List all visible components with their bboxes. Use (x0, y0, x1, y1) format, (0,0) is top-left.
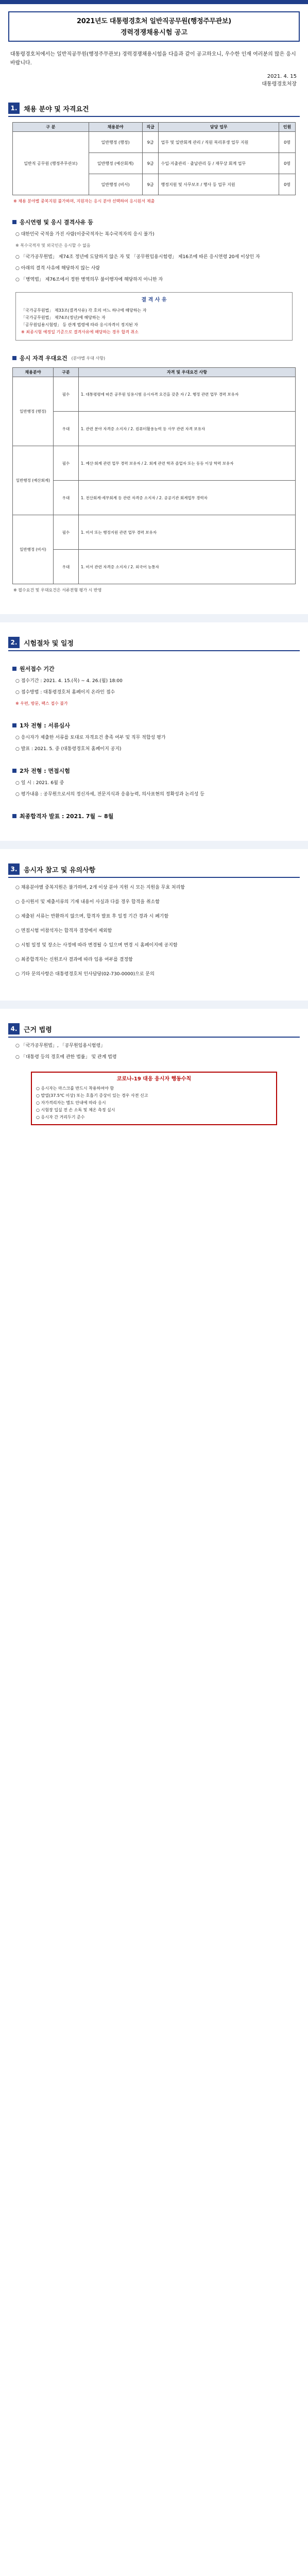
qualifications-table: 채용분야 구분 자격 및 우대요건 사항 일반행정 (행정) 필수 1. 대통령령에 따른 공무원 임용시험 응시자격 요건을 갖춘 자 / 2. 행정 관련 업무 경력 보유자 우대 1. 관련 분야 자격증 소지자 / 2. 컴퓨터활용능력 등 사무 관련 자격 보유자 일반행정 (예산회계) 필수 1. 예산·회계 관련 업무 경력 보유자 / 2. 회계 관련 학과 졸업자 또는 동등 이상 학력 보유자 우대 1. 전산회계·세무회계 등 관련 자격증 소지자 / 2. 공공기관 회계업무 경력자 일반행정 (비서) 필수 1. 비서 또는 행정지원 관련 업무 경력 보유자 우대 1. 비서 관련 자격증 소지자 / 2. 외국어 능통자 (12, 367, 296, 584)
list-item: ○ 응시원서 및 제출서류의 기재 내용이 사실과 다를 경우 합격을 취소함 (15, 900, 160, 905)
table-row: 우대 1. 전산회계·세무회계 등 관련 자격증 소지자 / 2. 공공기관 회계업무 경력자 (13, 481, 296, 515)
list-item: ○ 최종합격자는 신원조사 결과에 따라 임용 여부를 결정함 (15, 957, 133, 962)
table-header: 구 분 (13, 123, 89, 132)
section-2-heading (8, 637, 300, 651)
table-row: 우대 1. 관련 분야 자격증 소지자 / 2. 컴퓨터활용능력 등 사무 관련 자격 보유자 (13, 412, 296, 446)
section-number: 4. (8, 1023, 20, 1035)
section-3-heading (8, 863, 300, 878)
list-item: ○ 제출된 서류는 반환하지 않으며, 합격자 발표 후 일정 기간 경과 시 폐기함 (15, 914, 169, 919)
section-title: 시험절차 및 일정 (24, 639, 74, 648)
table-row: 일반직 공무원 (행정주무관보) 일반행정 (행정) 9급 업무 및 일반회계 관리 / 직원 복리후생 업무 지원 0명 (13, 132, 296, 153)
bullet-square-icon (12, 220, 16, 224)
section-divider (0, 614, 308, 622)
list-item: ○ 채용분야별 중복지원은 불가하며, 2개 이상 분야 지원 시 모든 지원을 무효 처리함 (15, 885, 185, 890)
step1-text: ○ 응시자가 제출한 서류를 토대로 자격요건 충족 여부 및 직무 적합성 평가 ○ 발표 : 2021. 5. 중 (대통령경호처 홈페이지 공지) (15, 735, 166, 752)
section-number: 1. (8, 103, 20, 114)
section-divider (0, 841, 308, 849)
section-number: 3. (8, 863, 20, 875)
subsection-qualifications: 응시 자격 우대요건 (분야별 우대 사항) (12, 354, 296, 362)
section-1-heading (8, 103, 300, 117)
title-line2: 경력경쟁채용시험 공고 (120, 29, 188, 37)
subsection-step1: 1차 전형 : 서류심사 (12, 721, 296, 730)
covid-guidelines-box: 코로나-19 대응 응시자 행동수칙 ○ 응시자는 마스크를 반드시 착용하여야 함 ○ 발열(37.5℃ 이상) 또는 호흡기 증상이 있는 경우 사전 신고 ○ 자가격리자는 별도 안내에 따라 응시 ○ 시험장 입실 전 손 소독 및 체온 측정 실시 ○ 응시자 간 거리두기 준수 (31, 1072, 277, 1125)
table-row: 우대 1. 비서 관련 자격증 소지자 / 2. 외국어 능통자 (13, 550, 296, 584)
table-row: 일반행정 (비서) 9급 행정지원 및 사무보조 / 행사 등 업무 지원 0명 (13, 174, 296, 195)
section-divider (0, 1001, 308, 1009)
section-number: 2. (8, 637, 20, 648)
table-row: 일반행정 (행정) 필수 1. 대통령령에 따른 공무원 임용시험 응시자격 요건을 갖춘 자 / 2. 행정 관련 업무 경력 보유자 (13, 377, 296, 412)
table-note: ※ 채용 분야별 중복지원 불가하며, 지원자는 응시 분야 선택하여 응시원서 제출 (13, 199, 155, 204)
eligibility-text: ○ 대한민국 국적을 가진 사람(이중국적자는 복수국적자의 응시 불가) ※ 복수국적자 및 외국인은 응시할 수 없음 ○ 「국가공무원법」 제74조 정년에 도달하지 않은 자 및 「공무원임용시험령」 제16조에 따른 응시연령 20세 이상인 자 ○ 아래의 결격 사유에 해당하지 않는 사람 ○ 「병역법」 제76조에서 정한 병역의무 불이행자에 해당하지 아니한 자 (15, 232, 260, 282)
legal-basis-text: ○ 「국가공무원법」, 「공무원임용시험령」 ○ 「대통령 등의 경호에 관한 법률」 및 관계 법령 (15, 1043, 117, 1060)
bullet-square-icon (12, 769, 16, 773)
table-header: 채용분야 (89, 123, 142, 132)
bullet-square-icon (12, 356, 16, 360)
disqualification-box: 결 격 사 유 「국가공무원법」 제33조(결격사유) 각 호의 어느 하나에 해당하는 자 「국가공무원법」 제74조(정년)에 해당하는 자 「공무원임용시험령」 등 관계 법령에 따라 응시자격이 정지된 자 ※ 최종시험 예정일 기준으로 결격사유에 해당하는 경우 합격 취소 (15, 292, 293, 341)
list-item: ○ 면접시험 미참석자는 합격자 결정에서 제외함 (15, 928, 112, 934)
list-item: ○ 시험 일정 및 장소는 사정에 따라 변경될 수 있으며 변경 시 홈페이지에 공지함 (15, 943, 178, 948)
subsection-final: 최종합격자 발표 : 2021. 7월 ~ 8월 (12, 812, 296, 820)
title-line1: 2021년도 대통령경호처 일반직공무원(행정주무관보) (77, 18, 231, 25)
qualifications-note: ※ 필수요건 및 우대요건은 서류전형 평가 시 반영 (13, 588, 102, 592)
table-header: 담당 업무 (159, 123, 279, 132)
notice-list (15, 882, 295, 980)
intro-text: 대통령경호처에서는 일반직공무원(행정주무관보) 경력경쟁채용시험을 다음과 같이 공고하오니, 우수한 인재 여러분의 많은 응시 바랍니다. (10, 52, 296, 66)
table-row: 일반행정 (예산회계) 9급 수입·지출관리 · 출납관리 등 / 재무상 회계 업무 0명 (13, 153, 296, 174)
bullet-square-icon (12, 814, 16, 818)
recruitment-table (12, 122, 296, 195)
announcement-date: 2021. 4. 15 대통령경호처장 (262, 74, 297, 87)
top-bar (0, 0, 308, 4)
subsection-step2: 2차 전형 : 면접시험 (12, 767, 296, 775)
list-item: ○ 기타 문의사항은 대통령경호처 인사담당(02-730-0000)으로 문의 (15, 972, 155, 977)
step2-text: ○ 일 시 : 2021. 6월 중 ○ 평가내용 : 공무원으로서의 정신자세, 전문지식과 응용능력, 의사표현의 정확성과 논리성 등 (15, 781, 204, 797)
table-row: 일반행정 (예산회계) 필수 1. 예산·회계 관련 업무 경력 보유자 / 2. 회계 관련 학과 졸업자 또는 동등 이상 학력 보유자 (13, 446, 296, 481)
announcement-header (8, 11, 300, 42)
bullet-square-icon (12, 667, 16, 671)
bullet-square-icon (12, 723, 16, 727)
section-4-heading (8, 1023, 300, 1038)
table-row: 일반행정 (비서) 필수 1. 비서 또는 행정지원 관련 업무 경력 보유자 (13, 515, 296, 550)
table-header: 인원 (279, 123, 296, 132)
table-header: 직급 (142, 123, 159, 132)
section-title: 채용 분야 및 자격요건 (24, 105, 89, 113)
section-title: 응시자 참고 및 유의사항 (24, 866, 96, 874)
application-text: ○ 접수기간 : 2021. 4. 15.(목) ~ 4. 26.(월) 18:00 ○ 접수방법 : 대통령경호처 홈페이지 온라인 접수 ※ 우편, 방문, 팩스 접수 불가 (15, 679, 123, 706)
section-title: 근거 법령 (24, 1026, 52, 1034)
subsection-application: 원서접수 기간 (12, 665, 296, 673)
subsection-eligibility: 응시연령 및 응시 결격사유 등 (12, 218, 296, 226)
covid-title: 코로나-19 대응 응시자 행동수칙 (116, 1076, 192, 1082)
